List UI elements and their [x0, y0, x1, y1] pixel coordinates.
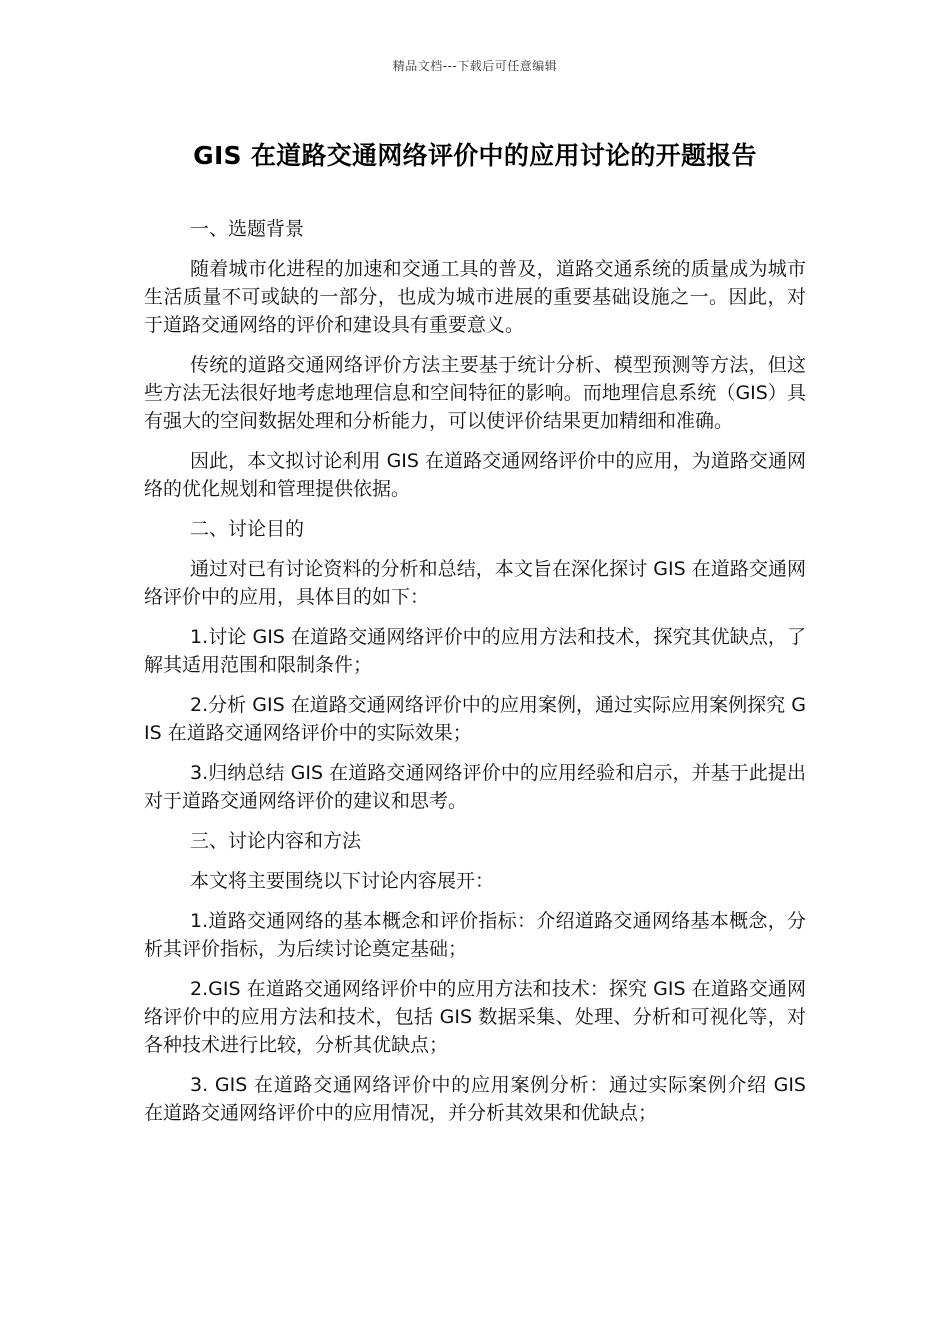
list-item: 2.分析 GIS 在道路交通网络评价中的应用案例，通过实际应用案例探究 GIS 在道路交通网络评价中的实际效果；	[144, 694, 806, 744]
section-purpose	[144, 515, 806, 815]
paragraph: 传统的道路交通网络评价方法主要基于统计分析、模型预测等方法，但这些方法无法很好地考虑地理信息和空间特征的影响。而地理信息系统（GIS）具有强大的空间数据处理和分析能力，可以使评价结果更加精细和准确。	[144, 354, 806, 432]
header-note: 精品文档---下载后可任意编辑	[392, 59, 558, 73]
list-item: 3.归纳总结 GIS 在道路交通网络评价中的应用经验和启示，并基于此提出对于道路交通网络评价的建议和思考。	[144, 762, 806, 812]
section-content-methods	[144, 827, 806, 1127]
document-title: GIS 在道路交通网络评价中的应用讨论的开题报告	[193, 141, 757, 170]
list-item: 2.GIS 在道路交通网络评价中的应用方法和技术：探究 GIS 在道路交通网络评价中的应用方法和技术，包括 GIS 数据采集、处理、分析和可视化等，对各种技术进行比较，分析其优缺点；	[144, 978, 806, 1056]
document-body	[144, 215, 806, 1139]
paragraph: 因此，本文拟讨论利用 GIS 在道路交通网络评价中的应用，为道路交通网络的优化规划和管理提供依据。	[144, 450, 806, 500]
paragraph: 本文将主要围绕以下讨论内容展开：	[190, 870, 495, 892]
section-background	[144, 215, 806, 503]
section-heading: 二、讨论目的	[190, 518, 305, 540]
paragraph: 随着城市化进程的加速和交通工具的普及，道路交通系统的质量成为城市生活质量不可或缺的一部分，也成为城市进展的重要基础设施之一。因此，对于道路交通网络的评价和建设具有重要意义。	[144, 258, 806, 336]
section-heading: 三、讨论内容和方法	[190, 830, 362, 852]
list-item: 1.道路交通网络的基本概念和评价指标：介绍道路交通网络基本概念，分析其评价指标，为后续讨论奠定基础；	[144, 910, 806, 960]
list-item: 1.讨论 GIS 在道路交通网络评价中的应用方法和技术，探究其优缺点，了解其适用范围和限制条件；	[144, 626, 806, 676]
list-item: 3. GIS 在道路交通网络评价中的应用案例分析：通过实际案例介绍 GIS 在道路交通网络评价中的应用情况，并分析其效果和优缺点；	[144, 1074, 806, 1124]
section-heading: 一、选题背景	[190, 218, 305, 240]
paragraph: 通过对已有讨论资料的分析和总结，本文旨在深化探讨 GIS 在道路交通网络评价中的应用，具体目的如下：	[144, 558, 806, 608]
